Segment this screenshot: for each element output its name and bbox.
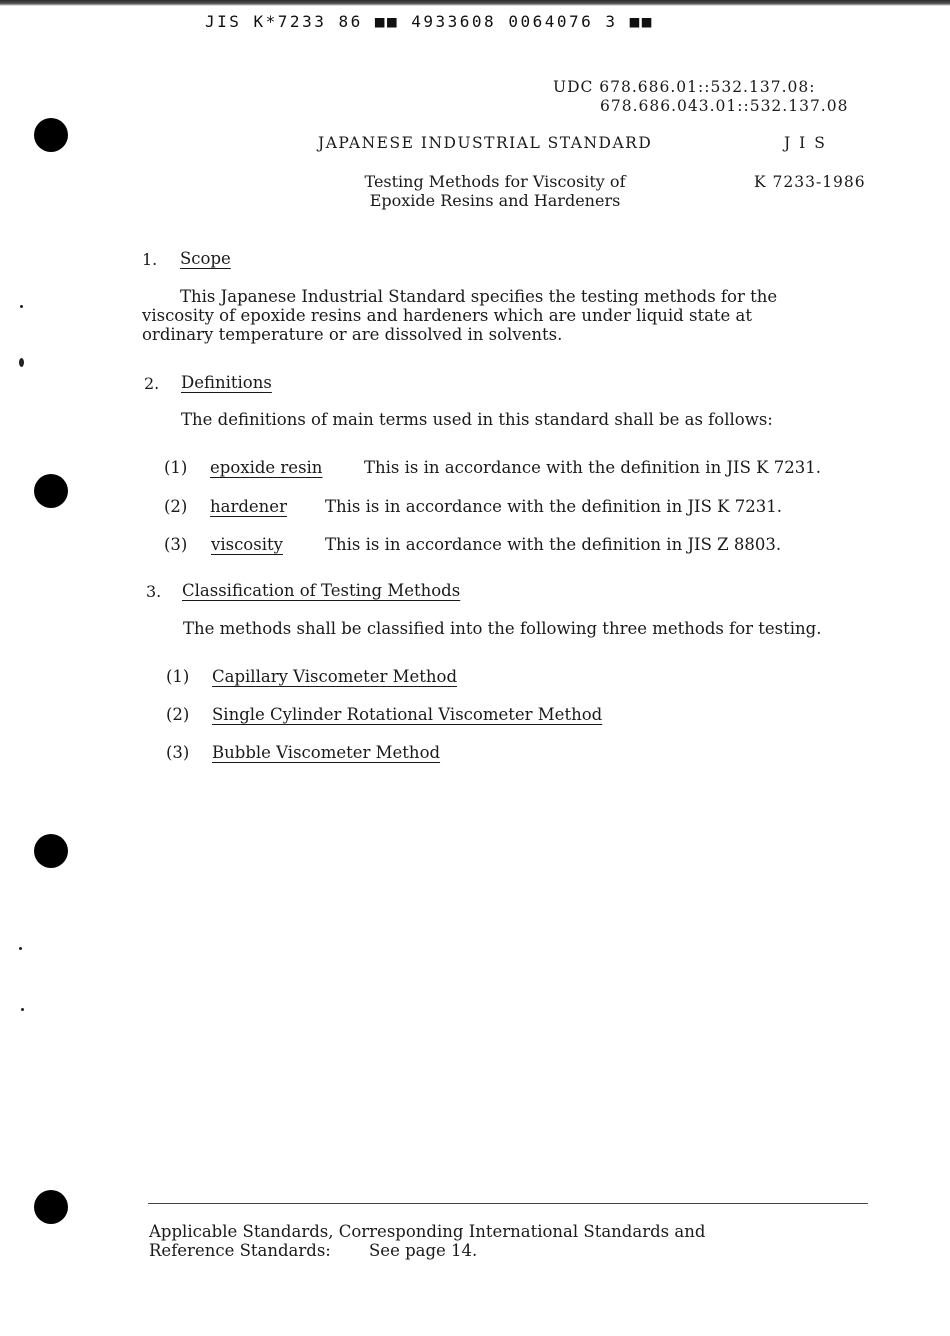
punch-hole-3 bbox=[34, 834, 68, 868]
footer-line-2-label: Reference Standards: bbox=[149, 1241, 331, 1260]
classification-intro: The methods shall be classified into the following three methods for testing. bbox=[183, 619, 822, 638]
definition-item-2-term: hardener bbox=[210, 497, 287, 516]
scan-top-edge bbox=[0, 0, 950, 6]
scope-line-3: ordinary temperature or are dissolved in solvents. bbox=[142, 325, 563, 344]
udc-line-2: 678.686.043.01::532.137.08 bbox=[600, 97, 849, 115]
scan-speck bbox=[19, 358, 24, 367]
punch-hole-4 bbox=[34, 1190, 68, 1224]
title-line-2: Epoxide Resins and Hardeners bbox=[369, 191, 621, 210]
method-item-3: Bubble Viscometer Method bbox=[212, 743, 441, 762]
designation: K 7233-1986 bbox=[754, 173, 866, 191]
jis-mark: J I S bbox=[784, 134, 827, 152]
scan-code-line: JIS K*7233 86 ■■ 4933608 0064076 3 ■■ bbox=[205, 12, 654, 31]
scope-line-1: This Japanese Industrial Standard specifies the testing methods for the bbox=[180, 287, 778, 306]
method-item-1-num: (1) bbox=[166, 667, 190, 686]
footer-divider bbox=[148, 1203, 868, 1204]
method-item-1: Capillary Viscometer Method bbox=[212, 667, 458, 686]
standard-name: JAPANESE INDUSTRIAL STANDARD bbox=[318, 134, 653, 152]
definition-item-1-num: (1) bbox=[164, 458, 188, 477]
footer-line-1: Applicable Standards, Corresponding International Standards and bbox=[149, 1222, 706, 1241]
definition-item-2-num: (2) bbox=[164, 497, 188, 516]
method-item-3-num: (3) bbox=[166, 743, 190, 762]
section-3-number: 3. bbox=[146, 582, 162, 601]
method-item-2: Single Cylinder Rotational Viscometer Method bbox=[212, 705, 603, 724]
scan-speck bbox=[21, 1008, 24, 1011]
definition-item-1-term: epoxide resin bbox=[210, 458, 323, 477]
definition-item-2-text: This is in accordance with the definition in JIS K 7231. bbox=[325, 497, 782, 516]
footer-line-2-ref: See page 14. bbox=[369, 1241, 478, 1260]
section-1-heading: Scope bbox=[180, 249, 231, 268]
definition-item-1-text: This is in accordance with the definition in JIS K 7231. bbox=[364, 458, 821, 477]
definitions-intro: The definitions of main terms used in this standard shall be as follows: bbox=[181, 410, 773, 429]
scope-line-2: viscosity of epoxide resins and hardeners which are under liquid state at bbox=[142, 306, 753, 325]
document-title bbox=[330, 172, 660, 210]
punch-hole-1 bbox=[34, 118, 68, 152]
section-2-number: 2. bbox=[144, 374, 160, 393]
section-1-number: 1. bbox=[142, 250, 158, 269]
scan-speck bbox=[20, 305, 23, 308]
section-2-heading: Definitions bbox=[181, 373, 272, 392]
section-3-heading: Classification of Testing Methods bbox=[182, 581, 461, 600]
method-item-2-num: (2) bbox=[166, 705, 190, 724]
udc-line-1: UDC 678.686.01::532.137.08: bbox=[553, 78, 816, 96]
definition-item-3-term: viscosity bbox=[211, 535, 283, 554]
definition-item-3-num: (3) bbox=[164, 535, 188, 554]
punch-hole-2 bbox=[34, 474, 68, 508]
scan-speck bbox=[19, 947, 22, 950]
definition-item-3-text: This is in accordance with the definition in JIS Z 8803. bbox=[325, 535, 782, 554]
title-line-1: Testing Methods for Viscosity of bbox=[364, 172, 626, 191]
